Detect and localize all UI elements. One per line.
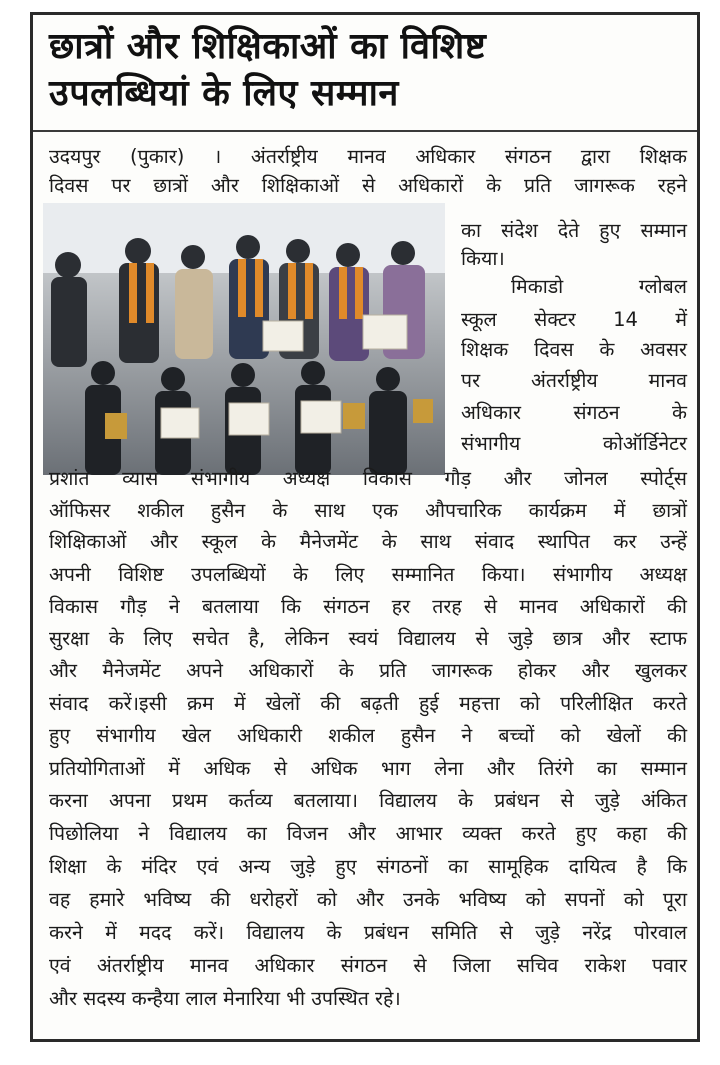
body-line: अपनी विशिष्ट उपलब्धियों के लिए सम्मानित किया। संभागीय अध्यक्ष [49, 563, 687, 586]
body-line: मिकाडो ग्लोबल [511, 275, 687, 298]
body-line: वह हमारे भविष्य की धरोहरों को और उनके भविष्य को सपनों को पूरा [49, 888, 687, 911]
body-line: और सदस्य कन्हैया लाल मेनारिया भी उपस्थित रहे। [49, 987, 401, 1010]
body-line: प्रतियोगिताओं में अधिक से अधिक भाग लेना और तिरंगे का सम्मान [49, 757, 687, 780]
body-line: एवं अंतर्राष्ट्रीय मानव अधिकार संगठन से जिला सचिव राकेश पवार [49, 954, 687, 977]
newspaper-clipping [30, 12, 700, 1042]
body-line: शिक्षा के मंदिर एवं अन्य जुड़े हुए संगठनों का सामूहिक दायित्व है कि [49, 855, 687, 878]
body-line: स्कूल सेक्टर 14 में [461, 308, 687, 331]
body-line: करना अपना प्रथम कर्तव्य बतलाया। विद्यालय के प्रबंधन से जुड़े अंकित [49, 789, 687, 812]
body-line: दिवस पर छात्रों और शिक्षिकाओं से अधिकारों के प्रति जागरूक रहने [49, 174, 687, 197]
body-line: और मैनेजमेंट अपने अधिकारों के प्रति जागरूक होकर और खुलकर [49, 659, 687, 682]
body-line: शिक्षक दिवस के अवसर [461, 338, 687, 361]
body-line: संवाद करें।इसी क्रम में खेलों की बढ़ती हुई महत्ता को परिलीक्षित करते [49, 692, 687, 715]
headline-line-1: छात्रों और शिक्षिकाओं का विशिष्ट [49, 26, 487, 67]
body-line: प्रशांत व्यास संभागीय अध्यक्ष विकास गौड़ और जोनल स्पोर्ट्स [49, 467, 687, 490]
event-photo [43, 203, 445, 475]
body-line: पर अंतर्राष्ट्रीय मानव [461, 369, 687, 392]
headline-divider [33, 130, 697, 132]
body-line: ऑफिसर शकील हुसैन के साथ एक औपचारिक कार्यक्रम में छात्रों [49, 499, 687, 522]
headline-line-2: उपलब्धियां के लिए सम्मान [49, 73, 399, 114]
photo-illustration [43, 203, 445, 475]
body-line: किया। [461, 247, 505, 270]
body-line: विकास गौड़ ने बतलाया कि संगठन हर तरह से मानव अधिकारों की [49, 595, 687, 618]
body-line: शिक्षिकाओं और स्कूल के मैनेजमेंट के साथ संवाद स्थापित कर उन्हें [49, 530, 687, 553]
body-line: हुए संभागीय खेल अधिकारी शकील हुसैन ने बच्चों को खेलों की [49, 724, 687, 747]
body-line: उदयपुर (पुकार) । अंतर्राष्ट्रीय मानव अधिकार संगठन द्वारा शिक्षक [49, 145, 687, 168]
body-line: करने में मदद करें। विद्यालय के प्रबंधन समिति से जुड़े नरेंद्र पोरवाल [49, 921, 687, 944]
body-line: संभागीय कोऑर्डिनेटर [461, 432, 687, 455]
body-line: अधिकार संगठन के [461, 401, 687, 424]
body-line: सुरक्षा के लिए सचेत है, लेकिन स्वयं विद्यालय से जुड़े छात्र और स्टाफ [49, 627, 687, 650]
headline [49, 23, 689, 117]
body-line: का संदेश देते हुए सम्मान [461, 219, 687, 242]
body-line: पिछोलिया ने विद्यालय का विजन और आभार व्यक्त करते हुए कहा की [49, 822, 687, 845]
